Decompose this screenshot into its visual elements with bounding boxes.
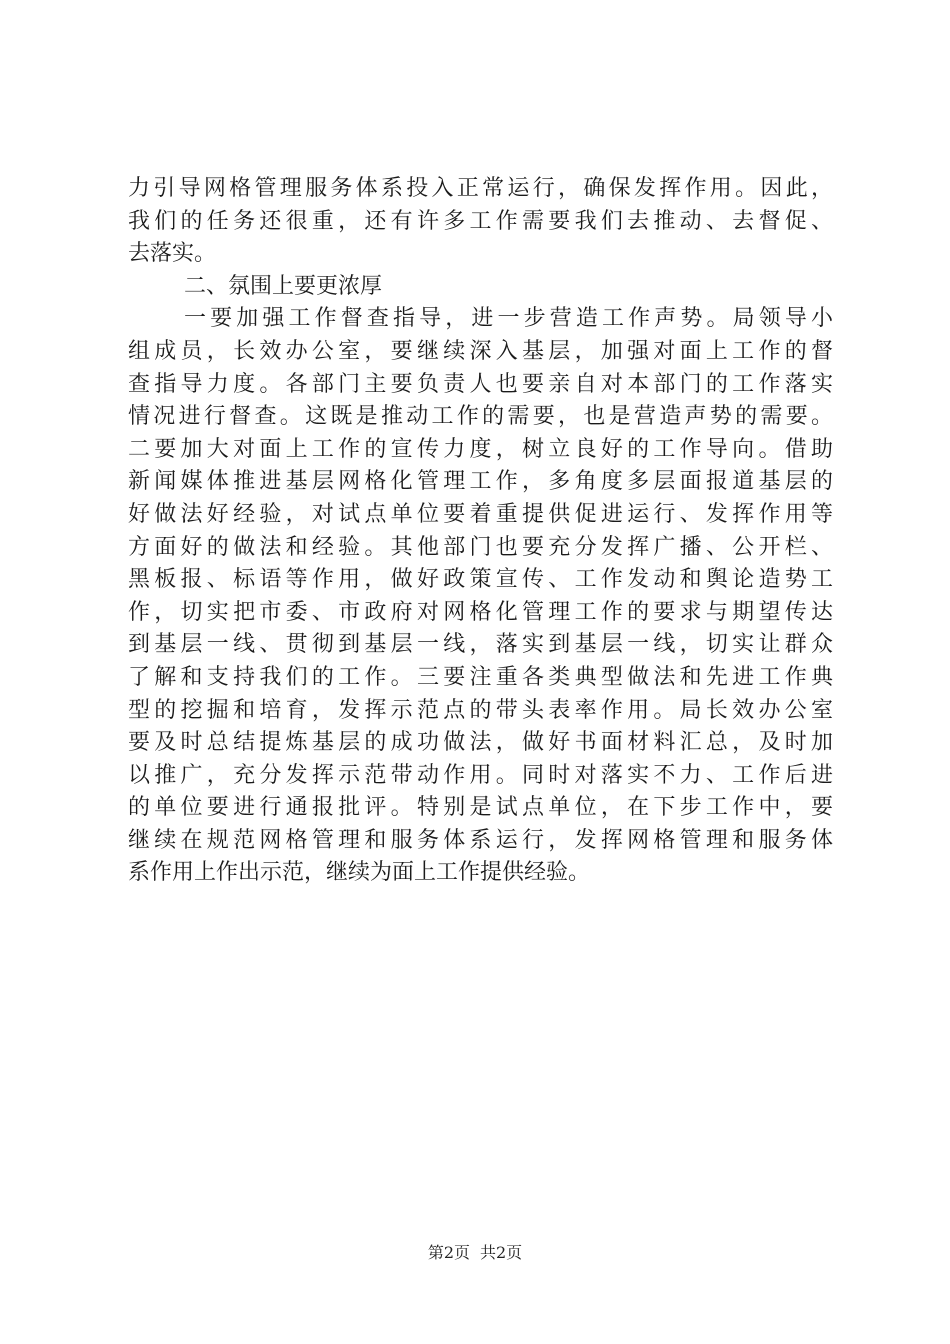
text-line: 组成员，长效办公室，要继续深入基层，加强对面上工作的督	[128, 338, 833, 364]
page-footer	[0, 1243, 950, 1263]
text-line: 二要加大对面上工作的宣传力度，树立良好的工作导向。借助	[128, 436, 833, 462]
text-line: 黑板报、标语等作用，做好政策宣传、工作发动和舆论造势工	[128, 567, 833, 593]
text-line: 去落实。	[128, 241, 217, 267]
section-heading: 二、氛围上要更浓厚	[184, 273, 383, 299]
text-line: 了解和支持我们的工作。三要注重各类典型做法和先进工作典	[128, 664, 833, 690]
document-body	[128, 173, 833, 890]
text-line: 新闻媒体推进基层网格化管理工作，多角度多层面报道基层的	[128, 469, 833, 495]
text-line: 系作用上作出示范，继续为面上工作提供经验。	[128, 860, 591, 886]
page-total: 共2页	[480, 1243, 523, 1262]
text-line: 继续在规范网格管理和服务体系运行，发挥网格管理和服务体	[128, 827, 833, 853]
text-line: 查指导力度。各部门主要负责人也要亲自对本部门的工作落实	[128, 371, 833, 397]
text-line: 型的挖掘和培育，发挥示范点的带头表率作用。局长效办公室	[128, 697, 833, 723]
text-line: 以推广，充分发挥示范带动作用。同时对落实不力、工作后进	[128, 762, 833, 788]
text-line: 的单位要进行通报批评。特别是试点单位，在下步工作中，要	[128, 795, 833, 821]
text-line: 到基层一线、贯彻到基层一线，落实到基层一线，切实让群众	[128, 632, 833, 658]
text-line: 情况进行督查。这既是推动工作的需要，也是营造声势的需要。	[128, 404, 833, 430]
text-line: 我们的任务还很重，还有许多工作需要我们去推动、去督促、	[128, 208, 833, 234]
text-line: 作，切实把市委、市政府对网格化管理工作的要求与期望传达	[128, 599, 833, 625]
text-line: 力引导网格管理服务体系投入正常运行，确保发挥作用。因此，	[128, 176, 833, 201]
text-line: 要及时总结提炼基层的成功做法，做好书面材料汇总，及时加	[128, 730, 833, 756]
text-line: 好做法好经验，对试点单位要着重提供促进运行、发挥作用等	[128, 501, 833, 527]
text-line: 方面好的做法和经验。其他部门也要充分发挥广播、公开栏、	[128, 534, 833, 560]
text-line: 一要加强工作督查指导，进一步营造工作声势。局领导小	[184, 306, 833, 332]
page-number: 第2页	[427, 1243, 470, 1262]
